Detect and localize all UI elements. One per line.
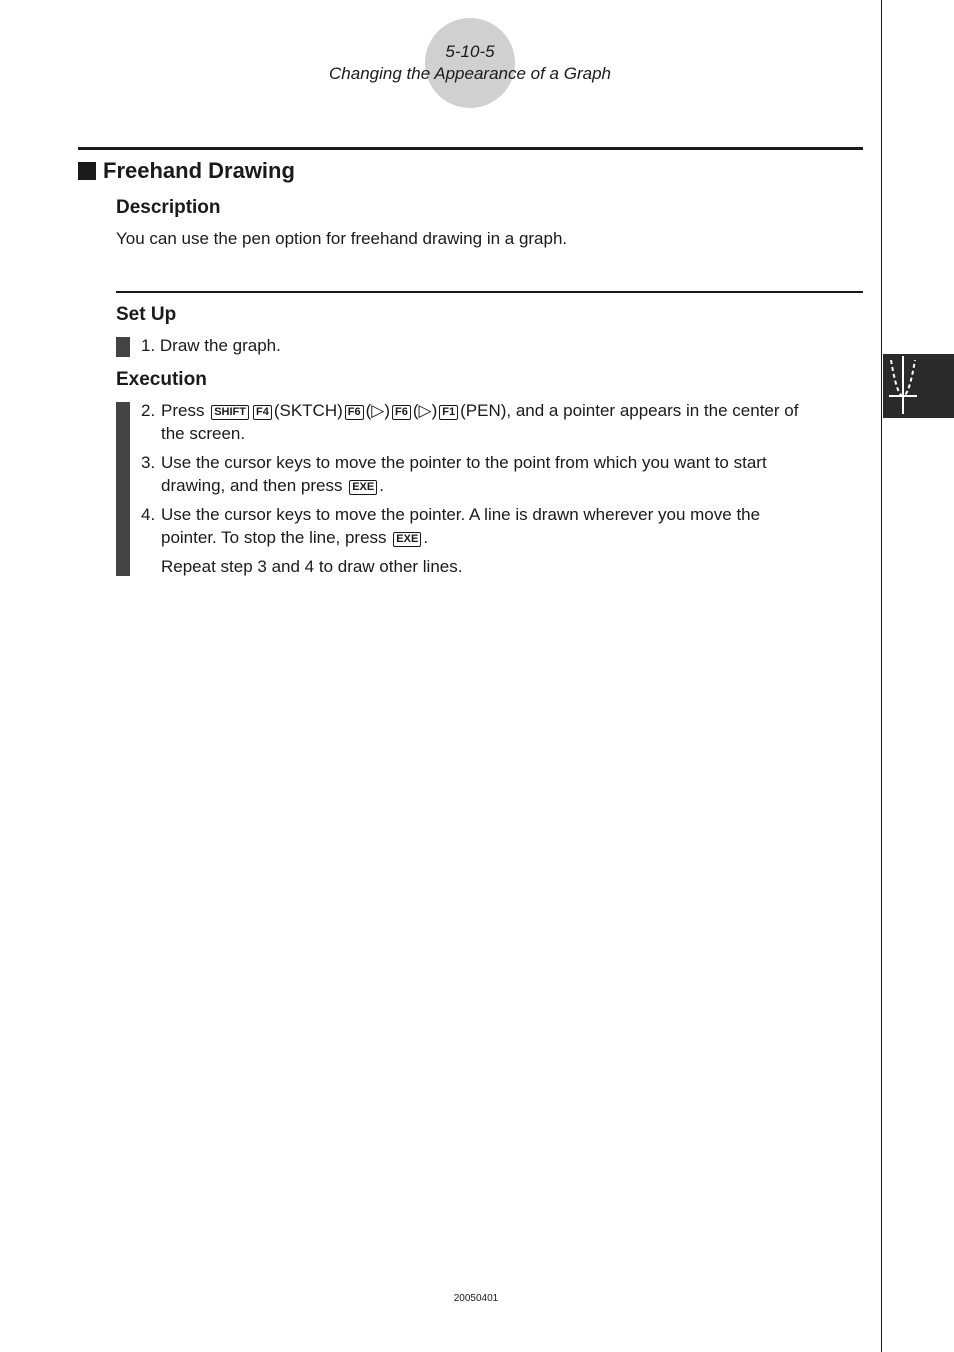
- description-heading: Description: [116, 197, 221, 218]
- exe-key-icon: EXE: [349, 480, 377, 495]
- description-text: You can use the pen option for freehand drawing in a graph.: [116, 229, 568, 248]
- setup-heading: Set Up: [116, 304, 177, 325]
- execution-step-4-line2: pointer. To stop the line, press EXE .: [161, 528, 429, 547]
- execution-step-3-line1: 3. Use the cursor keys to move the pointer to the point from which you want to start: [141, 453, 767, 472]
- f1-key-icon: F1: [439, 405, 458, 420]
- header-title: Changing the Appearance of a Graph: [329, 64, 611, 83]
- f6-key-icon: F6: [345, 405, 364, 420]
- description-divider: [116, 291, 863, 293]
- black-square-icon: [78, 162, 96, 180]
- section-title-text: Freehand Drawing: [103, 158, 295, 183]
- footer-code: 20050401: [453, 1293, 499, 1304]
- execution-step-2-line1: 2. Press SHIFT F4 (SKTCH) F6 (▷) F6 (▷) F1 (PEN), and a pointer appears in the center of: [141, 401, 799, 420]
- execution-step-3-line2: drawing, and then press EXE .: [161, 476, 384, 495]
- f6-key-icon: F6: [392, 405, 411, 420]
- header-circle-decoration: [425, 18, 515, 108]
- shift-key-icon: SHIFT: [211, 405, 249, 420]
- setup-step-bar: [116, 337, 130, 357]
- execution-repeat-note: Repeat step 3 and 4 to draw other lines.: [161, 557, 463, 576]
- chapter-tab: [883, 354, 954, 418]
- graph-parabola-icon: [883, 354, 954, 418]
- section-title: [78, 158, 295, 184]
- setup-step-1: 1. Draw the graph.: [141, 336, 281, 355]
- right-margin-rule: [881, 0, 882, 1352]
- execution-step-bar: [116, 402, 130, 576]
- execution-step-2-line2: the screen.: [161, 424, 246, 443]
- f4-key-icon: F4: [253, 405, 272, 420]
- execution-heading: Execution: [116, 369, 207, 390]
- page-number: 5-10-5: [445, 42, 495, 61]
- section-top-rule: [78, 147, 863, 150]
- exe-key-icon: EXE: [393, 532, 421, 547]
- execution-step-4-line1: 4. Use the cursor keys to move the pointer. A line is drawn wherever you move the: [141, 505, 761, 524]
